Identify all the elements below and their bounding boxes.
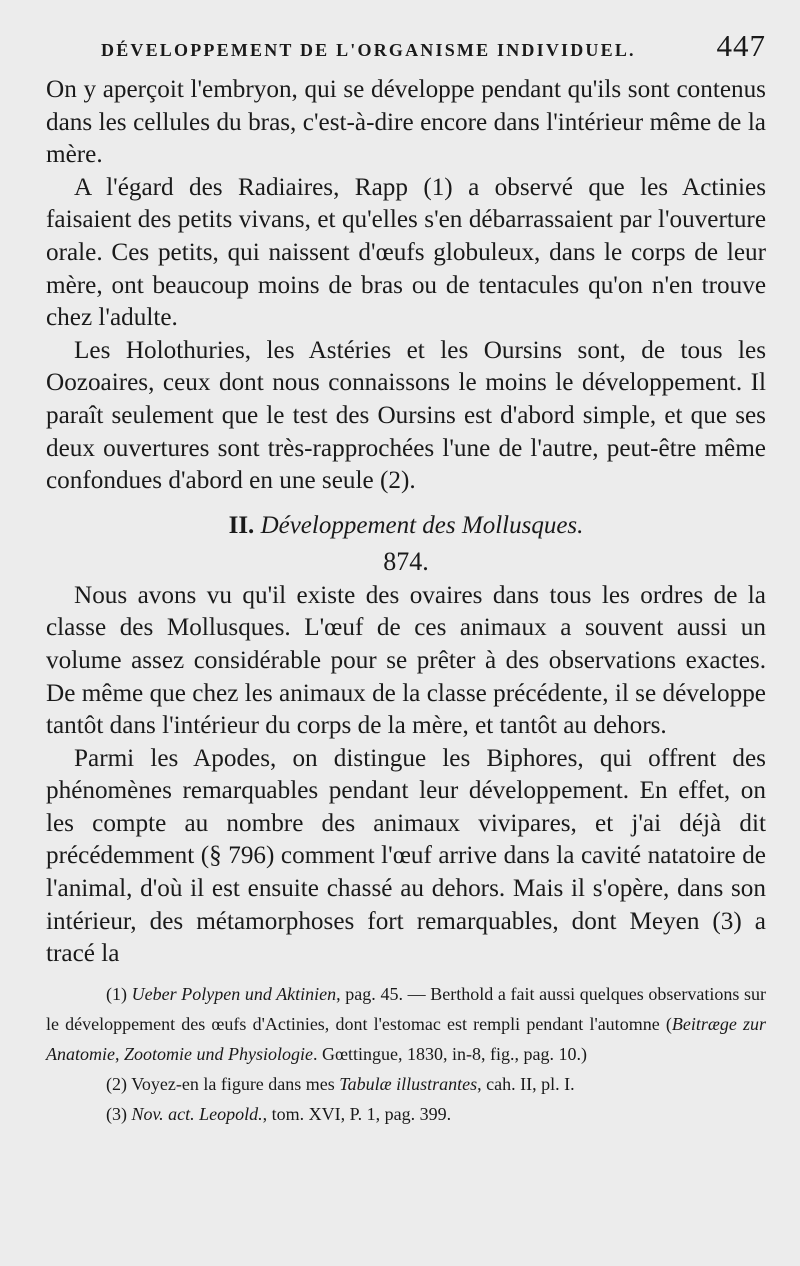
main-text	[46, 74, 766, 498]
paragraph-continued: On y aperçoit l'embryon, qui se développe pendant qu'ils sont contenus dans les cellules du bras, c'est-à-dire encore dans l'intérieur même de la mère.	[46, 76, 766, 169]
main-text-continued	[46, 580, 766, 971]
footnote-2-title: Tabulæ illustrantes	[339, 1073, 478, 1094]
footnote-2-text-a: Voyez-en la figure dans mes	[131, 1073, 340, 1094]
footnote-1-marker: (1)	[106, 983, 127, 1004]
footnotes	[46, 979, 766, 1129]
footnote-1-title: Ueber Polypen und Aktinien	[131, 983, 337, 1004]
footnote-1-source-2: Zootomie und Physiologie	[124, 1043, 313, 1064]
paragraph-number: 874.	[383, 546, 429, 576]
footnote-1-text-b: . Gœttingue, 1830, in-8, fig., pag. 10.)	[312, 1043, 587, 1064]
running-head	[46, 28, 766, 74]
section-heading	[46, 510, 766, 542]
paragraph-mollusques: Nous avons vu qu'il existe des ovaires dans tous les ordres de la classe des Mollusques. L'œuf de ces animaux a souvent aussi un volume assez considérable pour se prêter à des observations exactes. De même que chez les animaux de la classe précédente, il se développe tantôt dans l'intérieur du corps de la mère, et tantôt au dehors.	[46, 581, 766, 740]
paragraph-radiaires: A l'égard des Radiaires, Rapp (1) a observé que les Actinies faisaient des petits vivans, et qu'elles s'en débarrassaient par l'ouverture orale. Ces petits, qui naissent d'œufs globuleux, dans le corps de leur mère, ont beaucoup moins de bras ou de tentacules qu'on n'en trouve chez l'adulte.	[46, 173, 766, 332]
section-number: II.	[228, 511, 255, 539]
paragraph-apodes: Parmi les Apodes, on distingue les Biphores, qui offrent des phénomènes remarquables pendant leur développement. En effet, on les compte au nombre des animaux vivipares, et j'ai déjà dit précédemment (§ 796) comment l'œuf arrive dans la cavité natatoire de l'animal, d'où il est ensuite chassé au dehors. Mais il s'opère, dans son intérieur, des métamorphoses fort remarquables, dont Meyen (3) a tracé la	[46, 744, 766, 968]
footnote-1-text-a: , pag. 45. — Berthold a fait aussi quelques observations sur le développement des œufs d'Actinies, dont l'estomac est rempli pendant l'automne (	[46, 983, 766, 1034]
footnote-3-marker: (3)	[106, 1103, 127, 1124]
footnote-2-text-b: , cah. II, pl. I.	[477, 1073, 575, 1094]
footnote-2	[46, 1069, 766, 1099]
footnote-2-marker: (2)	[106, 1073, 127, 1094]
footnote-1-sep: ,	[115, 1043, 124, 1064]
footnote-3-title: Nov. act. Leopold.	[131, 1103, 263, 1124]
paragraph-holothuries: Les Holothuries, les Astéries et les Oursins sont, de tous les Oozoaires, ceux dont nous connaissons le moins le développement. Il paraît seulement que le test des Oursins est d'abord simple, et que ses deux ouvertures sont très-rapprochées l'une de l'autre, peut-être même confondues d'abord en une seule (2).	[46, 336, 766, 495]
page-number: 447	[716, 28, 766, 63]
footnote-1-source: Beitræge zur Anatomie	[46, 1013, 766, 1064]
footnote-3-text-b: , tom. XVI, P. 1, pag. 399.	[262, 1103, 452, 1124]
running-title: DÉVELOPPEMENT DE L'ORGANISME INDIVIDUEL.	[101, 40, 636, 60]
footnote-3	[46, 1099, 766, 1129]
section-title: Développement des Mollusques.	[260, 511, 584, 539]
footnote-1	[46, 979, 766, 1069]
